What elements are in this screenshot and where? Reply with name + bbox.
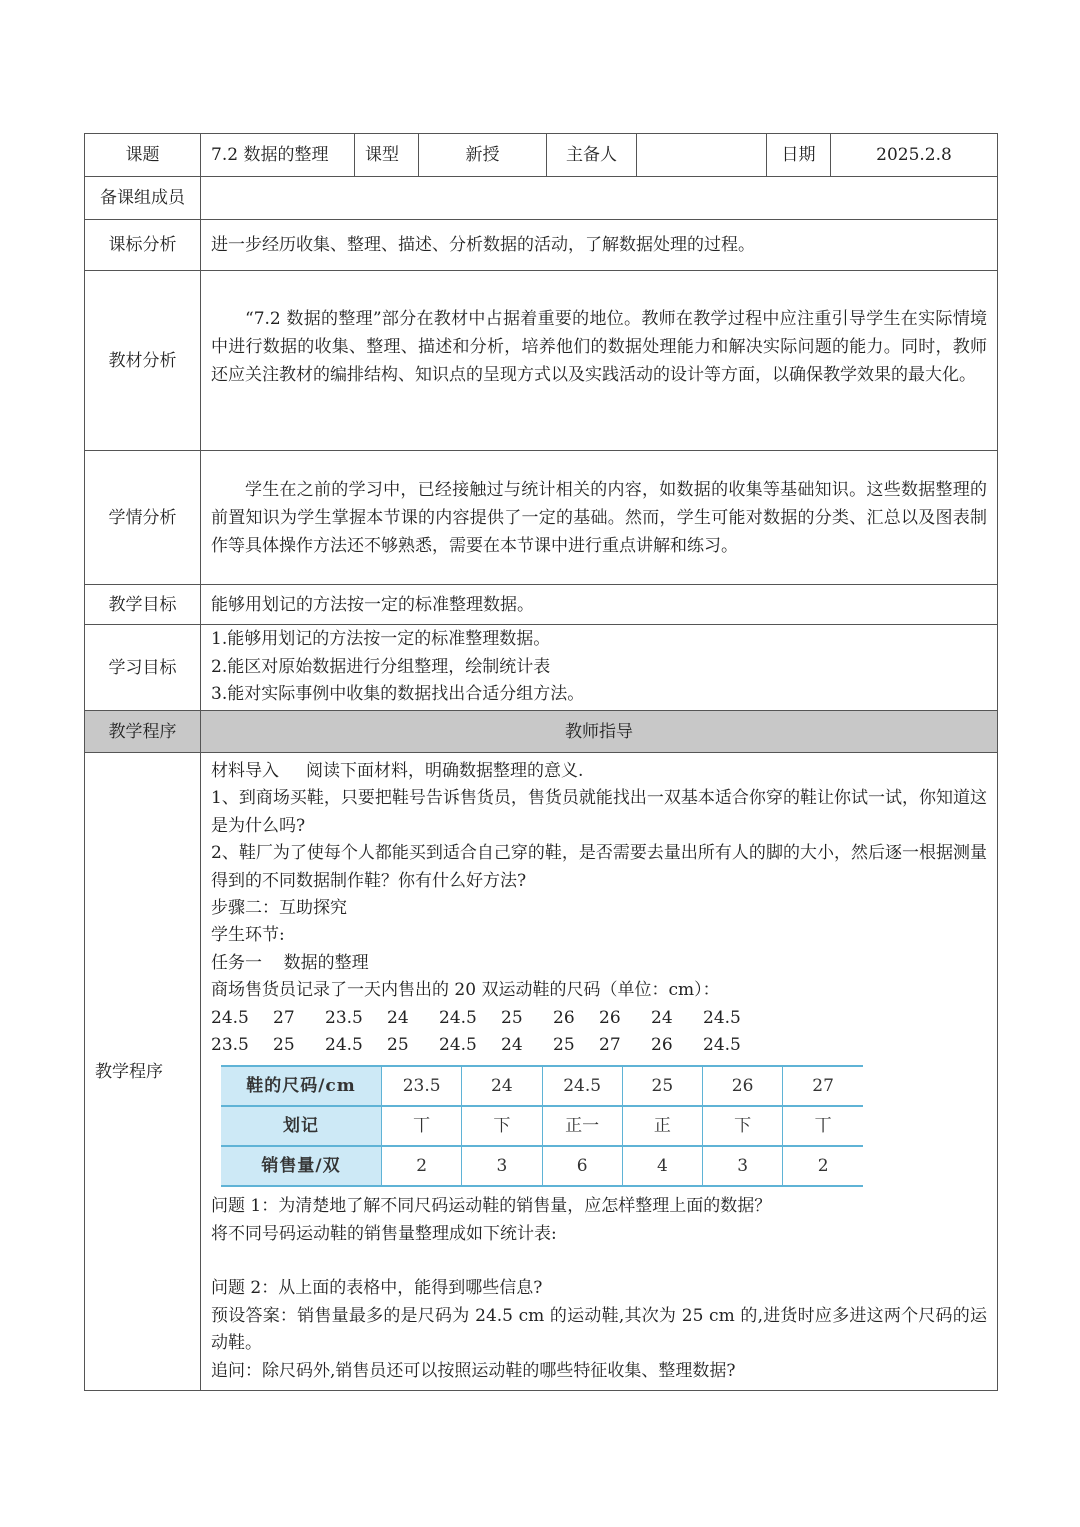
shoe-size-value: 24.5 [703,1007,741,1028]
tally-count-row [221,1146,863,1186]
curriculum-text: 进一步经历收集、整理、描述、分析数据的活动，了解数据处理的过程。 [201,220,998,271]
procedure-content [201,753,998,1391]
tally-count-cell: 3 [703,1146,783,1186]
students-text: 学生在之前的学习中，已经接触过与统计相关的内容，如数据的收集等基础知识。这些数据整理的前置知识为学生掌握本节课的内容提供了一定的基础。然而，学生可能对数据的分类、汇总以及图表制作等具体操作方法还不够熟悉，需要在本节课中进行重点讲解和练习。 [211,479,987,556]
lesson-plan-document [84,133,997,1391]
shoe-size-value: 24 [501,1035,523,1056]
teaching-goal-text: 能够用划记的方法按一定的标准整理数据。 [201,585,998,625]
type-value: 新授 [419,134,547,177]
students-label: 学情分析 [85,451,201,585]
preparer-label: 主备人 [547,134,637,177]
tally-size-row [221,1066,863,1106]
tally-size-cell: 25 [622,1066,702,1106]
learning-goal-item: 2.能区对原始数据进行分组整理，绘制统计表 [211,656,551,677]
shoe-size-value: 27 [599,1035,621,1056]
procedure-header-row [85,711,998,753]
tally-size-cell: 24.5 [542,1066,622,1106]
shoe-size-value: 25 [501,1007,523,1028]
data-row-1 [211,1005,987,1032]
tally-count-cell: 2 [382,1146,462,1186]
learning-goal-item: 1.能够用划记的方法按一定的标准整理数据。 [211,629,551,650]
tally-mark-cell: 下 [703,1106,783,1146]
shoe-size-value: 23.5 [325,1007,363,1028]
learning-goal-item: 3.能对实际事例中收集的数据找出合适分组方法。 [211,684,585,705]
tally-count-cell: 4 [622,1146,702,1186]
teaching-goal-label: 教学目标 [85,585,201,625]
tally-mark-row [221,1106,863,1146]
topic-value: 7.2 数据的整理 [201,134,355,177]
shoe-size-value: 25 [387,1035,409,1056]
preset-answer: 预设答案：销售量最多的是尺码为 24.5 cm 的运动鞋,其次为 25 cm 的,进货时应多进这两个尺码的运动鞋。 [211,1305,987,1354]
shoe-size-value: 24.5 [439,1035,477,1056]
learning-goal-row [85,625,998,711]
follow-up-question: 追问：除尺码外,销售员还可以按照运动鞋的哪些特征收集、整理数据? [211,1360,736,1381]
shoe-size-value: 26 [553,1007,575,1028]
blank-line [211,1248,987,1275]
members-value [201,177,998,220]
tally-mark-header: 划记 [221,1106,382,1146]
shoe-size-value: 24.5 [439,1007,477,1028]
task-one: 任务一 数据的整理 [211,952,369,973]
teaching-goal-row [85,585,998,625]
textbook-text: “7.2 数据的整理”部分在教材中占据着重要的地位。教师在教学过程中应注重引导学生在实际情境中进行数据的收集、整理、描述和分析，培养他们的数据处理能力和解决实际问题的能力。同时，教师还应关注教材的编排结构、知识点的呈现方式以及实践活动的设计等方面，以确保教学效果的最大化。 [211,309,987,385]
tally-size-cell: 26 [703,1066,783,1106]
tally-count-cell: 6 [542,1146,622,1186]
student-section: 学生环节: [211,925,285,946]
tally-count-header: 销售量/双 [221,1146,382,1186]
tally-size-header: 鞋的尺码/cm [221,1066,382,1106]
textbook-row [85,271,998,451]
shoe-size-value: 27 [273,1007,295,1028]
shoe-size-value: 25 [553,1035,575,1056]
procedure-col-header: 教学程序 [85,711,201,753]
tally-size-cell: 27 [783,1066,863,1106]
members-row [85,177,998,220]
shoe-size-value: 24.5 [703,1035,741,1056]
tally-count-cell: 2 [783,1146,863,1186]
data-row-2 [211,1032,987,1059]
textbook-label: 教材分析 [85,271,201,451]
intro-line: 材料导入 阅读下面材料，明确数据整理的意义. [211,761,584,781]
tally-count-cell: 3 [462,1146,542,1186]
shoe-size-value: 23.5 [211,1035,249,1056]
data-description: 商场售货员记录了一天内售出的 20 双运动鞋的尺码（单位：cm）： [211,980,720,1001]
tally-mark-cell: 丅 [382,1106,462,1146]
question-two: 问题 2：从上面的表格中，能得到哪些信息? [211,1278,543,1299]
shoe-size-value: 25 [273,1035,295,1056]
lesson-plan-table [84,133,998,1391]
shoe-size-value: 26 [651,1035,673,1056]
step-two: 步骤二：互助探究 [211,898,347,919]
procedure-label: 教学程序 [85,753,201,1391]
shoe-size-value: 24 [651,1007,673,1028]
tally-mark-cell: 正一 [542,1106,622,1146]
tally-table [221,1065,863,1187]
question-shoe-factory: 2、鞋厂为了使每个人都能买到适合自己穿的鞋，是否需要去量出所有人的脚的大小，然后逐一根据测量得到的不同数据制作鞋？你有什么好方法? [211,843,987,891]
date-value: 2025.2.8 [831,134,998,177]
table-intro: 将不同号码运动鞋的销售量整理成如下统计表: [211,1223,557,1244]
shoe-size-value: 26 [599,1007,621,1028]
tally-mark-cell: 下 [462,1106,542,1146]
tally-mark-cell: 丅 [783,1106,863,1146]
tally-size-cell: 24 [462,1066,542,1106]
header-row [85,134,998,177]
procedure-row [85,753,998,1391]
curriculum-label: 课标分析 [85,220,201,271]
type-label: 课型 [355,134,419,177]
shoe-size-value: 24.5 [325,1035,363,1056]
date-label: 日期 [767,134,831,177]
members-label: 备课组成员 [85,177,201,220]
tally-size-cell: 23.5 [382,1066,462,1106]
question-one: 问题 1：为清楚地了解不同尺码运动鞋的销售量，应怎样整理上面的数据？ [211,1196,772,1217]
learning-goal-label: 学习目标 [85,625,201,711]
topic-label: 课题 [85,134,201,177]
tally-mark-cell: 正 [622,1106,702,1146]
guidance-col-header: 教师指导 [201,711,998,753]
question-shoe-store: 1、到商场买鞋，只要把鞋号告诉售货员，售货员就能找出一双基本适合你穿的鞋让你试一试，你知道这是为什么吗? [211,788,987,836]
preparer-value [637,134,767,177]
shoe-size-value: 24 [387,1007,409,1028]
shoe-size-value: 24.5 [211,1007,249,1028]
students-row [85,451,998,585]
curriculum-row [85,220,998,271]
